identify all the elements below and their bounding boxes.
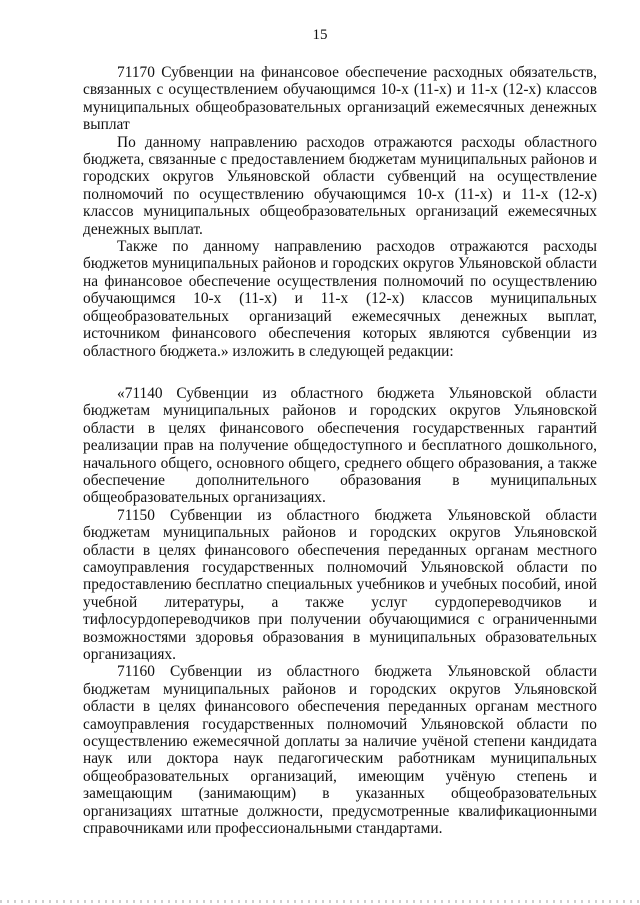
document-body	[83, 64, 597, 837]
paragraph-71170-description: По данному направлению расходов отражаются расходы областного бюджета, связанные с предоставлением бюджетам муниципальных районов и городских округов Ульяновской области субвенций на осуществление полномочий по осуществлению обучающимся 10-х (11-х) и 11-х (12-х) классов муниципальных общеобразовательных организаций ежемесячных денежных выплат.	[83, 133, 597, 238]
paragraph-71150: 71150 Субвенции из областного бюджета Ульяновской области бюджетам муниципальных районов и городских округов Ульяновской области в целях финансового обеспечения переданных органам местного самоуправления государственных полномочий Ульяновской области по предоставлению бесплатно специальных учебников и учебных пособий, иной учебной литературы, а также услуг сурдопереводчиков и тифлосурдопереводчиков при получении обучающимися с ограниченными возможностями здоровья образования в муниципальных образовательных организациях.	[83, 506, 597, 663]
scan-edge-artifact	[0, 900, 640, 903]
page-number: 15	[312, 27, 328, 43]
paragraph-71170-heading: 71170 Субвенции на финансовое обеспечение расходных обязательств, связанных с осуществлением обучающимся 10-х (11-х) и 11-х (12-х) классов муниципальных общеобразовательных организаций ежемесячных денежных выплат	[83, 64, 597, 134]
paragraph-71140: «71140 Субвенции из областного бюджета Ульяновской области бюджетам муниципальных районов и городских округов Ульяновской области в целях финансового обеспечения государственных гарантий реализации прав на получение общедоступного и бесплатного дошкольного, начального общего, основного общего, среднего общего образования, а также обеспечение дополнительного образования в муниципальных общеобразовательных организациях.	[83, 384, 597, 507]
paragraph-71160: 71160 Субвенции из областного бюджета Ульяновской области бюджетам муниципальных районов и городских округов Ульяновской области в целях финансового обеспечения переданных органам местного самоуправления государственных полномочий Ульяновской области по осуществлению ежемесячной доплаты за наличие учёной степени кандидата наук или доктора наук педагогическим работникам муниципальных общеобразовательных организаций, имеющим учёную степень и замещающим (занимающим) в указанных общеобразовательных организациях штатные должности, предусмотренные квалификационными справочниками или профессиональными стандартами.	[83, 663, 597, 838]
paragraph-71170-additional: Также по данному направлению расходов отражаются расходы бюджетов муниципальных районов и городских округов Ульяновской области на финансовое обеспечение осуществления полномочий по осуществлению обучающимся 10-х (11-х) и 11-х (12-х) классов муниципальных общеобразовательных организаций ежемесячных денежных выплат, источником финансового обеспечения которых являются субвенции из областного бюджета.» изложить в следующей редакции:	[83, 238, 597, 360]
